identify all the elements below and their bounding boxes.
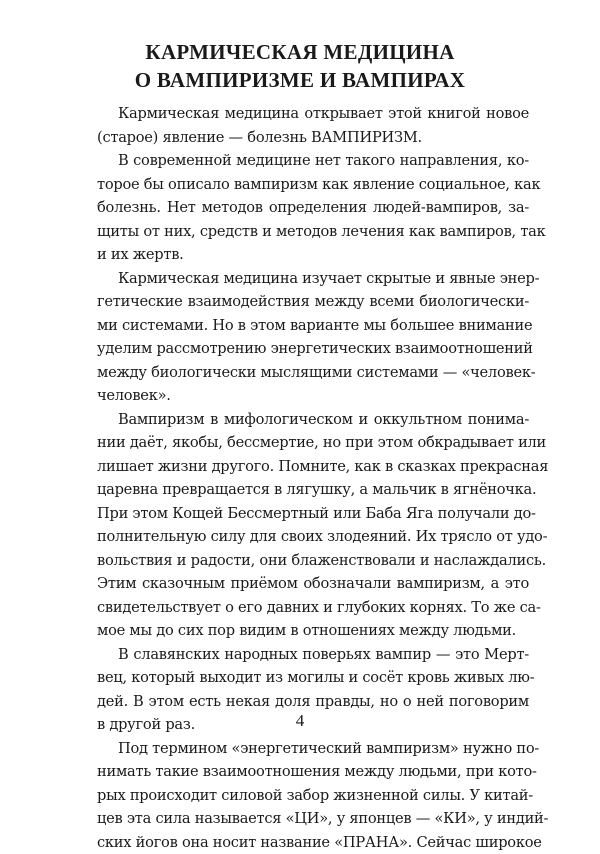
text-line: вольствия и радости, они блаженствовали и наслаждались. [97,549,529,573]
text-line: Кармическая медицина изучает скрытые и явные энер- [97,267,529,291]
text-line: человек». [97,384,529,408]
text-line: гетические взаимодействия между всеми биологически- [97,290,529,314]
text-line: вец, который выходит из могилы и сосёт кровь живых лю- [97,666,529,690]
chapter-title-line-2: О ВАМПИРИЗМЕ И ВАМПИРАХ [0,66,600,94]
text-line: уделим рассмотрению энергетических взаимоотношений [97,337,529,361]
text-line: В славянских народных поверьях вампир — это Мерт- [97,643,529,667]
text-line: нимать такие взаимоотношения между людьми, при кото- [97,760,529,784]
text-line: (старое) явление — болезнь ВАМПИРИЗМ. [97,126,529,150]
body-text [97,102,529,854]
text-line: рых происходит силовой забор жизненной силы. У китай- [97,784,529,808]
text-line: полнительную силу для своих злодеяний. Их трясло от удо- [97,525,529,549]
text-line: щиты от них, средств и методов лечения как вампиров, так [97,220,529,244]
text-line: в другой раз. [97,713,529,737]
text-line: Вампиризм в мифологическом и оккультном понима- [97,408,529,432]
text-line: ми системами. Но в этом варианте мы большее внимание [97,314,529,338]
text-line: свидетельствует о его давних и глубоких корнях. То же са- [97,596,529,620]
text-line: царевна превращается в лягушку, а мальчик в ягнёночка. [97,478,529,502]
text-line: Кармическая медицина открывает этой книгой новое [97,102,529,126]
text-line: мое мы до сих пор видим в отношениях между людьми. [97,619,529,643]
text-line: между биологически мыслящими системами — «человек- [97,361,529,385]
text-line: Под термином «энергетический вампиризм» нужно по- [97,737,529,761]
text-line: цев эта сила называется «ЦИ», у японцев — «КИ», у индий- [97,807,529,831]
text-line: болезнь. Нет методов определения людей-вампиров, за- [97,196,529,220]
text-line: дей. В этом есть некая доля правды, но о ней поговорим [97,690,529,714]
text-line: Этим сказочным приёмом обозначали вампиризм, а это [97,572,529,596]
text-line: В современной медицине нет такого направления, ко- [97,149,529,173]
chapter-title-line-1: КАРМИЧЕСКАЯ МЕДИЦИНА [0,38,600,66]
text-line: и их жертв. [97,243,529,267]
text-line: нии даёт, якобы, бессмертие, но при этом обкрадывает или [97,431,529,455]
text-line: ских йогов она носит название «ПРАНА». Сейчас широкое [97,831,529,854]
page-number: 4 [0,711,600,731]
text-line: лишает жизни другого. Помните, как в сказках прекрасная [97,455,529,479]
text-line: торое бы описало вампиризм как явление социальное, как [97,173,529,197]
text-line: При этом Кощей Бессмертный или Баба Яга получали до- [97,502,529,526]
